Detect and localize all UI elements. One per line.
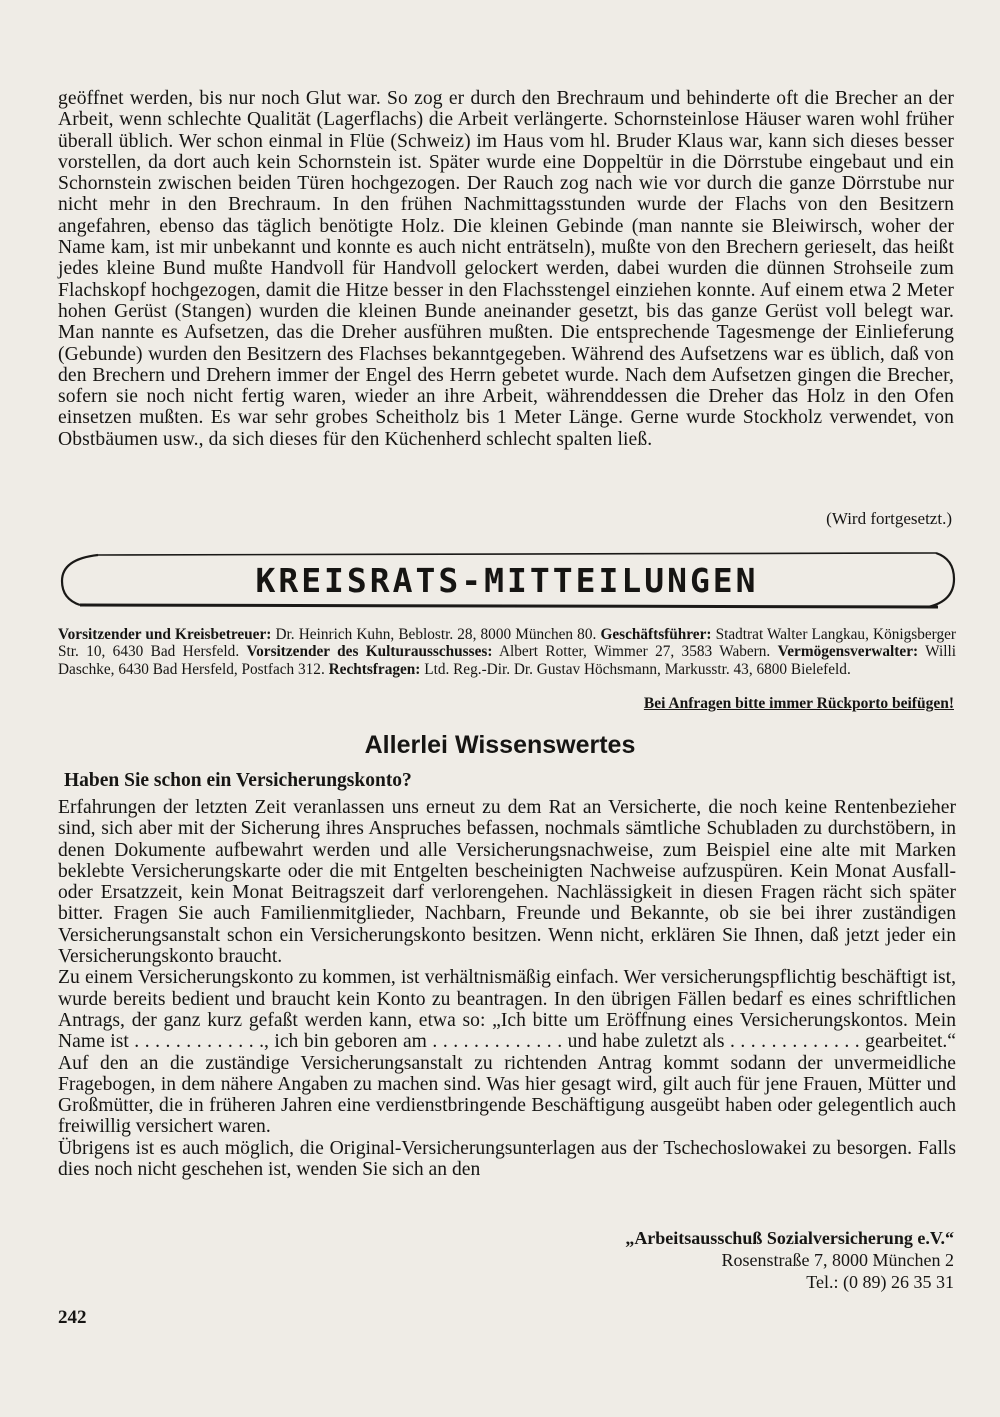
chair-label: Vorsitzender und Kreisbetreuer: xyxy=(58,626,272,643)
paragraph: Übrigens ist es auch möglich, die Original-Versicherungsunterlagen aus der Tschechoslowakei zu besorgen. Falls dies noch nicht geschehen ist, wenden Sie sich an den xyxy=(58,1137,956,1181)
manager-text: Stadtrat Walter Langkau, Königsberger Str. 10, 6430 Bad Hersfeld. xyxy=(58,626,957,661)
address-organization: „Arbeitsausschuß Sozialversicherung e.V.“ xyxy=(625,1228,954,1248)
chair-text: Dr. Heinrich Kuhn, Beblostr. 28, 8000 München 80. xyxy=(275,626,597,643)
assets-label: Vermögensverwalter: xyxy=(777,643,919,661)
manager-label: Geschäftsführer: xyxy=(600,626,712,643)
legal-text: Ltd. Reg.-Dir. Dr. Gustav Höchsmann, Markusstr. 43, 6800 Bielefeld. xyxy=(424,660,851,678)
page-number: 242 xyxy=(58,1307,87,1328)
assets-text: Willi Daschke, 6430 Bad Hersfeld, Postfach 312. xyxy=(58,643,956,678)
article-continuation: geöffnet werden, bis nur noch Glut war. So zog er durch den Brechraum und behinderte oft die Brecher an der Arbeit, wenn schlechte Qualität (Lagerflachs) die Arbeit verlängerte. Schornsteinlose Häuser waren wohl früher überall üblich. Wer schon einmal in Flüe (Schweiz) im Haus vom hl. Bruder Klaus war, kann sich dieses besser vorstellen, da dort auch kein Schornstein ist. Später wurde eine Doppeltür in die Dörrstube eingebaut und ein Schornstein zwischen beiden Türen hochgezogen. Der Rauch zog nach wie vor durch die ganze Dörrstube nur nicht mehr in den Brechraum. In den frühen Nachmittagsstunden wurde der Flachs von den Besitzern angefahren, ebenso das täglich benötigte Holz. Die kleinen Gebinde (man nannte sie Bleiwirsch, woher der Name kam, ist mir unbekannt und konnte es auch nicht enträtseln), mußte von den Brechern gerieselt, das heißt jedes kleine Bund mußte Handvoll für Handvoll gelockert werden, dabei wurden die dünnen Strohseile zum Flachskopf hochgezogen, damit die Hitze besser in den Flachsstengel einziehen konnte. Auf einem etwa 2 Meter hohen Gerüst (Stangen) wurden die kleinen Bunde aneinander gesetzt, bis das ganze Gerüst voll belegt war. Man nannte es Aufsetzen, das die Dreher ausführen mußten. Die entsprechende Tagesmenge der Einlieferung (Gebunde) wurden den Besitzern des Flachses bekanntgegeben. Während des Aufsetzens war es üblich, daß von den Brechern und Drehern immer der Engel des Herrn gebetet wurde. Nach dem Aufsetzen gingen die Brecher, sofern sie noch nicht fertig waren, wieder an ihre Arbeit, währenddessen die Dreher das Holz in den Ofen einsetzen mußten. Es war sehr grobes Scheitholz bis 1 Meter Länge. Gerne wurde Stockholz verwendet, von Obstbäumen usw., da sich dieses für den Küchenherd schlecht spalten ließ. xyxy=(58,88,954,450)
culture-label: Vorsitzender des Kulturausschusses: xyxy=(246,643,493,661)
continuation-note: (Wird fortgesetzt.) xyxy=(826,509,952,528)
address-block xyxy=(625,1227,954,1293)
return-postage-notice: Bei Anfragen bitte immer Rückporto beifügen! xyxy=(643,695,954,712)
officials-list xyxy=(58,626,956,678)
banner-title: KREISRATS-MITTEILUNGEN xyxy=(255,561,759,600)
address-phone: Tel.: (0 89) 26 35 31 xyxy=(806,1272,954,1292)
article-subheading: Haben Sie schon ein Versicherungskonto? xyxy=(64,770,412,791)
paragraph: Erfahrungen der letzten Zeit veranlassen uns erneut zu dem Rat an Versicherte, die noch keine Rentenbezieher sind, sich aber mit der Sicherung ihres Anspruches befassen, nochmals sämtliche Schubladen zu durchstöbern, in denen Dokumente aufbewahrt werden und alle Versicherungsnachweise, zum Beispiel eine alte mit Marken beklebte Versicherungskarte oder die mit Entgelten bescheinigten Nachweise aufzuspüren. Kein Monat Ausfall- oder Ersatzzeit, kein Monat Beitragszeit darf verlorengehen. Nachlässigkeit in diesen Fragen rächt sich später bitter. Fragen Sie auch Familienmitglieder, Nachbarn, Freunde und Bekannte, ob sie bei ihrer zuständigen Versicherungsanstalt schon ein Versicherungskonto besitzen. Wenn nicht, erklären Sie Ihnen, daß jetzt jeder ein Versicherungskonto braucht. xyxy=(58,797,956,968)
culture-text: Albert Rotter, Wimmer 27, 3583 Wabern. xyxy=(498,643,771,661)
address-street: Rosenstraße 7, 8000 München 2 xyxy=(721,1250,954,1270)
section-title: Allerlei Wissenswertes xyxy=(364,731,636,759)
section-banner xyxy=(58,551,956,609)
legal-label: Rechtsfragen: xyxy=(328,660,421,678)
article-body xyxy=(58,797,956,1180)
paragraph: Zu einem Versicherungskonto zu kommen, ist verhältnismäßig einfach. Wer versicherungspflichtig beschäftigt ist, wurde bereits bedient und braucht kein Konto zu beantragen. In den übrigen Fällen bedarf es eines schriftlichen Antrags, der ganz kurz gefaßt werden kann, etwa so: „Ich bitte um Eröffnung eines Versicherungskontos. Mein Name ist . . . . . . . . . . . . ., ich bin geboren am . . . . . . . . . . . . . und habe zuletzt als . . . . . . . . . . . . . gearbeitet.“ Auf den an die zuständige Versicherungsanstalt zu richtenden Antrag kommt sodann der unvermeidliche Fragebogen, in dem nähere Angaben zu machen sind. Was hier gesagt wird, gilt auch für jene Frauen, Mütter und Großmütter, die in früheren Jahren eine verdienstbringende Beschäftigung ausgeübt haben oder gelegentlich auch freiwillig versichert waren. xyxy=(58,967,956,1138)
